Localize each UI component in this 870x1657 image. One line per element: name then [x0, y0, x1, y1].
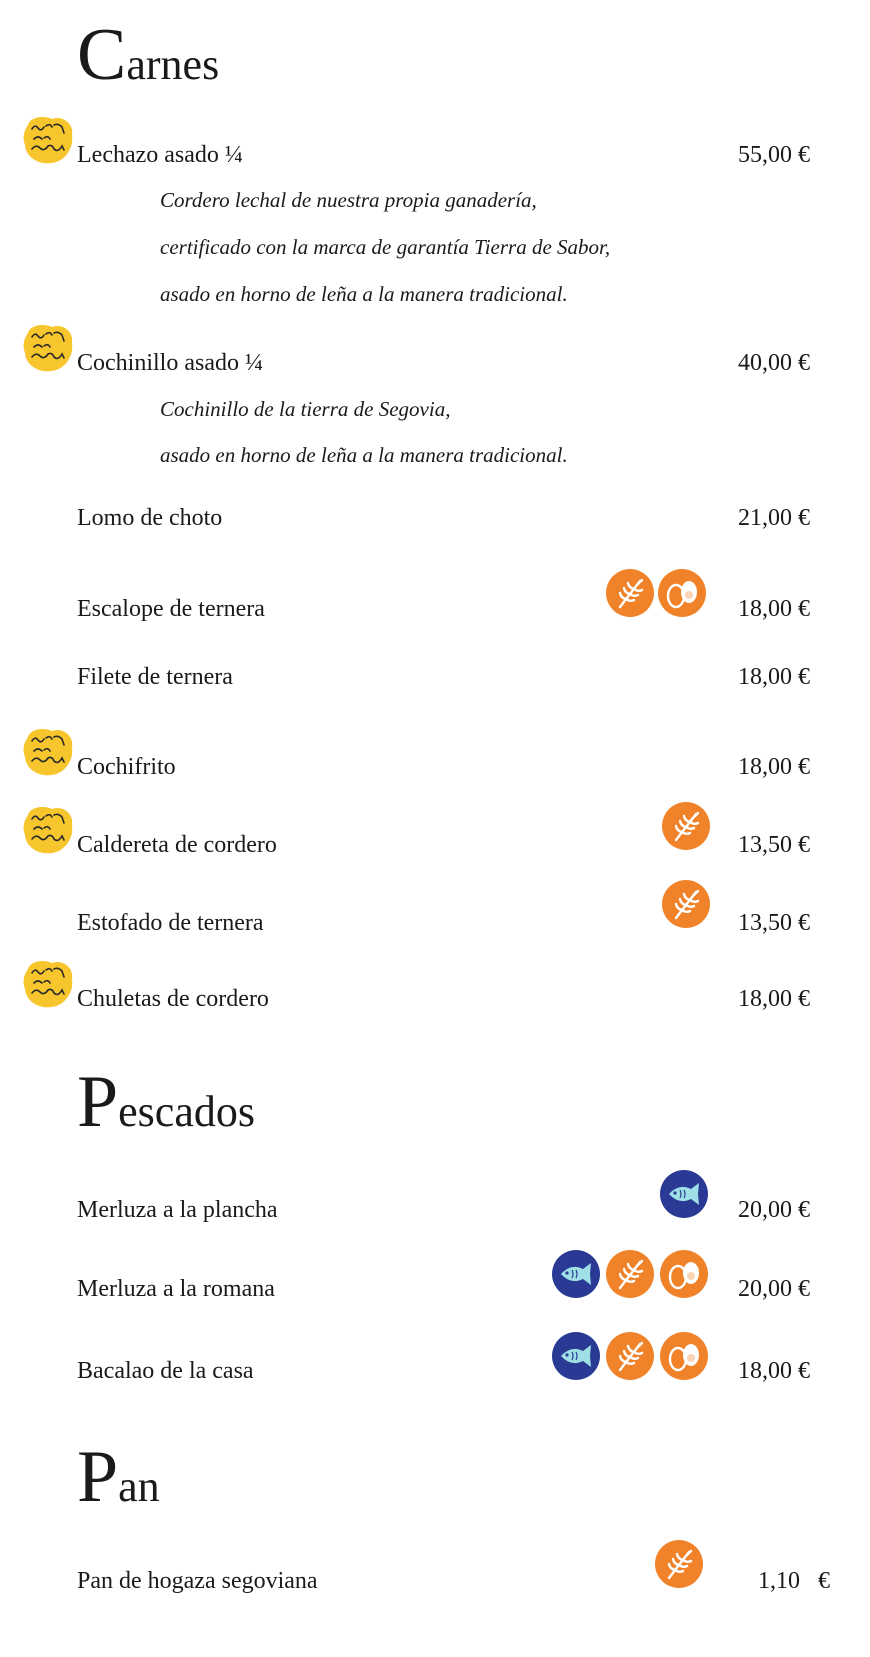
price-chuletas: 18,00 €	[738, 986, 810, 1012]
price-filete: 18,00 €	[738, 664, 810, 690]
wheat-gluten-icon	[606, 569, 654, 617]
section-title-carnes: Carnes	[77, 14, 220, 96]
tierra-de-sabor-seal-icon	[22, 805, 74, 855]
wheat-gluten-icon	[655, 1540, 703, 1588]
section-title-pan: Pan	[77, 1436, 160, 1518]
menu-item-merluza-romana: Merluza a la romana	[77, 1276, 275, 1302]
item-description: Cochinillo de la tierra de Segovia,	[160, 397, 451, 421]
menu-item-pan-hogaza: Pan de hogaza segoviana	[77, 1568, 318, 1594]
egg-icon	[660, 1250, 708, 1298]
item-description: certificado con la marca de garantía Tierra de Sabor,	[160, 235, 611, 259]
price-caldereta: 13,50 €	[738, 832, 810, 858]
menu-item-caldereta: Caldereta de cordero	[77, 832, 277, 858]
price-lechazo: 55,00 €	[738, 142, 810, 168]
tierra-de-sabor-seal-icon	[22, 323, 74, 373]
menu-item-cochifrito: Cochifrito	[77, 754, 176, 780]
wheat-gluten-icon	[662, 880, 710, 928]
fish-icon	[552, 1332, 600, 1380]
menu-item-chuletas: Chuletas de cordero	[77, 986, 269, 1012]
item-description: Cordero lechal de nuestra propia ganadería,	[160, 188, 537, 212]
menu-item-filete: Filete de ternera	[77, 664, 233, 690]
price-bacalao: 18,00 €	[738, 1358, 810, 1384]
menu-item-cochinillo: Cochinillo asado ¼	[77, 350, 263, 376]
wheat-gluten-icon	[606, 1332, 654, 1380]
menu-item-estofado: Estofado de ternera	[77, 910, 264, 936]
price-merluza-plancha: 20,00 €	[738, 1197, 810, 1223]
fish-icon	[660, 1170, 708, 1218]
price-estofado: 13,50 €	[738, 910, 810, 936]
menu-item-bacalao: Bacalao de la casa	[77, 1358, 254, 1384]
price-cochinillo: 40,00 €	[738, 350, 810, 376]
fish-icon	[552, 1250, 600, 1298]
price-escalope: 18,00 €	[738, 596, 810, 622]
menu-item-escalope: Escalope de ternera	[77, 596, 265, 622]
section-title-pescados: Pescados	[77, 1061, 255, 1143]
menu-item-merluza-plancha: Merluza a la plancha	[77, 1197, 278, 1223]
wheat-gluten-icon	[662, 802, 710, 850]
item-description: asado en horno de leña a la manera tradicional.	[160, 443, 568, 467]
price-pan-hogaza: 1,10 €	[758, 1568, 830, 1594]
wheat-gluten-icon	[606, 1250, 654, 1298]
price-merluza-romana: 20,00 €	[738, 1276, 810, 1302]
tierra-de-sabor-seal-icon	[22, 727, 74, 777]
menu-item-lechazo: Lechazo asado ¼	[77, 142, 243, 168]
item-description: asado en horno de leña a la manera tradicional.	[160, 282, 568, 306]
egg-icon	[660, 1332, 708, 1380]
egg-icon	[658, 569, 706, 617]
price-cochifrito: 18,00 €	[738, 754, 810, 780]
menu-item-lomo-de-choto: Lomo de choto	[77, 505, 223, 531]
price-lomo-de-choto: 21,00 €	[738, 505, 810, 531]
tierra-de-sabor-seal-icon	[22, 959, 74, 1009]
tierra-de-sabor-seal-icon	[22, 115, 74, 165]
